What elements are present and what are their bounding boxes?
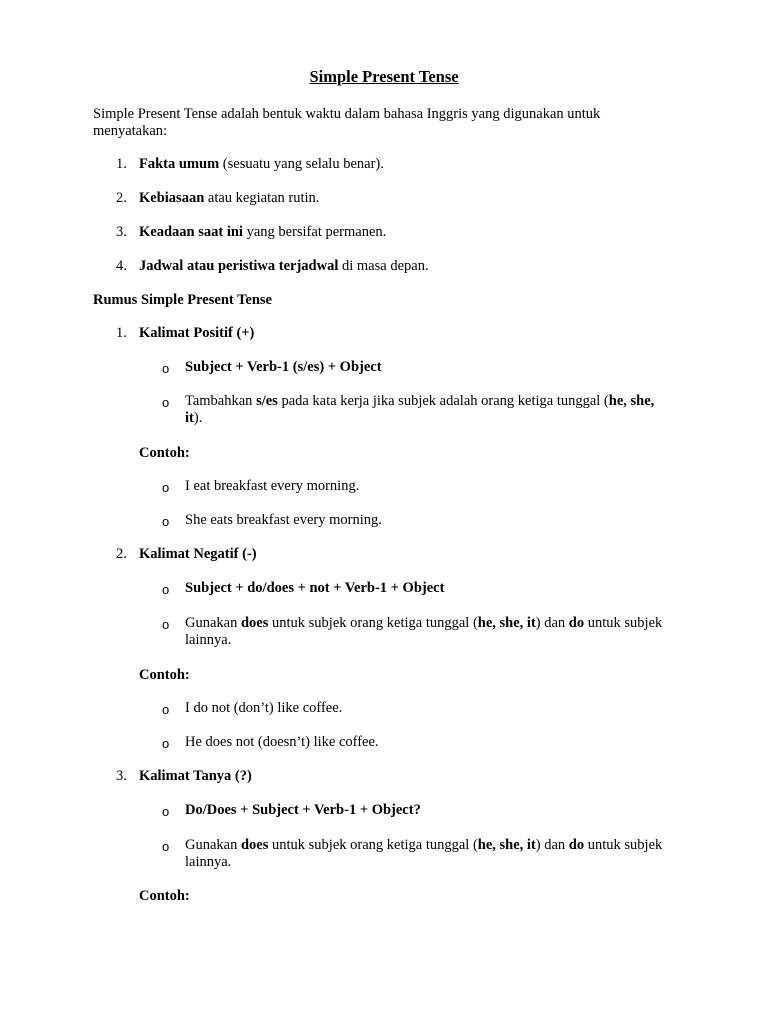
rule-note: Tambahkan s/es pada kata kerja jika subjek adalah orang ketiga tunggal (he, she, it). [185,393,655,426]
subsection-heading: Kalimat Tanya (?) [139,768,252,784]
bullet-marker: o [162,617,170,632]
list-item-term: Kebiasaan [139,190,205,206]
bullet-marker: o [162,514,170,529]
formula: Do/Does + Subject + Verb-1 + Object? [185,802,421,818]
list-item [139,224,699,241]
list-number: 1. [116,156,127,172]
formula: Subject + Verb-1 (s/es) + Object [185,359,382,375]
section-number: 3. [116,768,127,784]
intro-paragraph: Simple Present Tense adalah bentuk waktu dalam bahasa Inggris yang digunakan untuk menyatakan: [93,106,601,139]
subsection-heading: Kalimat Negatif (-) [139,546,257,562]
list-item-term: Fakta umum [139,156,220,172]
section-number: 1. [116,325,127,341]
list-item-text: (sesuatu yang selalu benar). [219,156,384,172]
list-item [139,156,699,173]
rule-note: Gunakan does untuk subjek orang ketiga tunggal (he, she, it) dan do untuk subjek lainnya. [185,837,663,870]
bullet-marker: o [162,480,170,495]
example-label: Contoh: [139,888,190,904]
bullet-marker: o [162,804,170,819]
bullet-marker: o [162,395,170,410]
list-item-text: yang bersifat permanen. [242,224,387,240]
list-number: 3. [116,224,127,240]
example-sentence: He does not (doesn’t) like coffee. [185,734,379,750]
example-label: Contoh: [139,667,190,683]
list-item-term: Jadwal atau peristiwa terjadwal [139,258,339,274]
bullet-marker: o [162,702,170,717]
list-item-text: atau kegiatan rutin. [204,190,320,206]
list-number: 4. [116,258,127,274]
example-sentence: I eat breakfast every morning. [185,478,360,494]
list-item [139,258,699,275]
bullet-marker: o [162,839,170,854]
document-title: Simple Present Tense [309,67,459,86]
list-item-term: Keadaan saat ini [139,224,243,240]
list-number: 2. [116,190,127,206]
example-sentence: She eats breakfast every morning. [185,512,382,528]
list-item [139,190,699,207]
subsection-heading: Kalimat Positif (+) [139,325,255,341]
rule-note: Gunakan does untuk subjek orang ketiga tunggal (he, she, it) dan do untuk subjek lainnya. [185,615,663,648]
bullet-marker: o [162,361,170,376]
formula: Subject + do/does + not + Verb-1 + Object [185,580,445,596]
bullet-marker: o [162,582,170,597]
section-heading: Rumus Simple Present Tense [93,292,272,308]
example-sentence: I do not (don’t) like coffee. [185,700,343,716]
example-label: Contoh: [139,445,190,461]
list-item-text: di masa depan. [338,258,429,274]
section-number: 2. [116,546,127,562]
bullet-marker: o [162,736,170,751]
